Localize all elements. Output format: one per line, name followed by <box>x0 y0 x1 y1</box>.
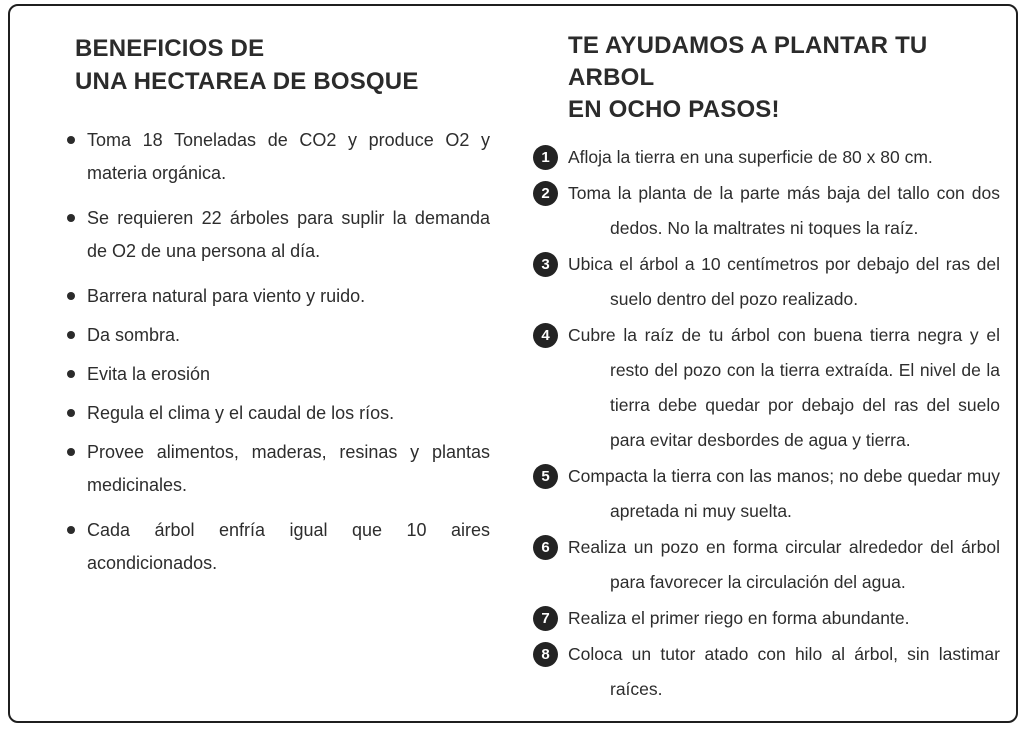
step-number-badge: 4 <box>533 323 558 348</box>
bullet-dot-icon <box>67 136 75 144</box>
benefits-title-line1: BENEFICIOS DE <box>75 35 265 62</box>
benefits-list <box>58 124 490 580</box>
step-number-badge: 2 <box>533 181 558 206</box>
flyer-sheet <box>8 4 1018 723</box>
steps-list <box>533 140 1000 707</box>
benefit-text: Provee alimentos, maderas, resinas y plantas medicinales. <box>87 442 490 495</box>
bullet-dot-icon <box>67 331 75 339</box>
benefit-text: Barrera natural para viento y ruido. <box>87 286 366 306</box>
step-text: Coloca un tutor atado con hilo al árbol, sin lastimar raíces. <box>568 644 1000 699</box>
step-item <box>533 140 1000 175</box>
planting-steps-panel <box>533 30 1000 708</box>
bullet-dot-icon <box>67 214 75 222</box>
step-item <box>533 530 1000 600</box>
step-number-badge: 3 <box>533 252 558 277</box>
step-item <box>533 247 1000 317</box>
benefit-text: Toma 18 Toneladas de CO2 y produce O2 y materia orgánica. <box>87 130 490 183</box>
bullet-dot-icon <box>67 409 75 417</box>
benefit-item <box>58 202 490 268</box>
step-item <box>533 176 1000 246</box>
step-number-badge: 8 <box>533 642 558 667</box>
step-number-badge: 1 <box>533 145 558 170</box>
step-text: Ubica el árbol a 10 centímetros por debajo del ras del suelo dentro del pozo realizado. <box>568 254 1000 309</box>
benefit-item <box>58 124 490 190</box>
benefit-item <box>58 319 490 352</box>
step-text: Compacta la tierra con las manos; no debe quedar muy apretada ni muy suelta. <box>568 466 1000 521</box>
step-text: Cubre la raíz de tu árbol con buena tierra negra y el resto del pozo con la tierra extraída. El nivel de la tierra debe quedar por debajo del ras del suelo para evitar desbordes de agua y tierra. <box>568 325 1000 450</box>
step-item <box>533 318 1000 458</box>
bullet-dot-icon <box>67 448 75 456</box>
step-number-badge: 5 <box>533 464 558 489</box>
step-number-badge: 7 <box>533 606 558 631</box>
steps-title <box>568 30 1000 126</box>
benefit-item <box>58 397 490 430</box>
bullet-dot-icon <box>67 292 75 300</box>
benefits-panel <box>58 32 490 586</box>
benefits-title <box>75 32 490 98</box>
step-item <box>533 601 1000 636</box>
step-text: Realiza un pozo en forma circular alrededor del árbol para favorecer la circulación del agua. <box>568 537 1000 592</box>
steps-title-line1: TE AYUDAMOS A PLANTAR TU ARBOL <box>568 32 928 91</box>
benefit-text: Regula el clima y el caudal de los ríos. <box>87 403 395 423</box>
benefit-text: Da sombra. <box>87 325 181 345</box>
step-number-badge: 6 <box>533 535 558 560</box>
step-text: Realiza el primer riego en forma abundante. <box>568 608 910 628</box>
step-text: Toma la planta de la parte más baja del tallo con dos dedos. No la maltrates ni toques la raíz. <box>568 183 1000 238</box>
benefit-item <box>58 358 490 391</box>
step-item <box>533 459 1000 529</box>
bullet-dot-icon <box>67 370 75 378</box>
steps-title-line2: EN OCHO PASOS! <box>568 96 780 123</box>
benefits-title-line2: UNA HECTAREA DE BOSQUE <box>75 68 419 95</box>
benefit-text: Cada árbol enfría igual que 10 aires acondicionados. <box>87 520 490 573</box>
benefit-item <box>58 436 490 502</box>
step-text: Afloja la tierra en una superficie de 80 x 80 cm. <box>568 147 933 167</box>
benefit-item <box>58 280 490 313</box>
bullet-dot-icon <box>67 526 75 534</box>
benefit-text: Se requieren 22 árboles para suplir la demanda de O2 de una persona al día. <box>87 208 490 261</box>
benefit-item <box>58 514 490 580</box>
benefit-text: Evita la erosión <box>87 364 211 384</box>
step-item <box>533 637 1000 707</box>
